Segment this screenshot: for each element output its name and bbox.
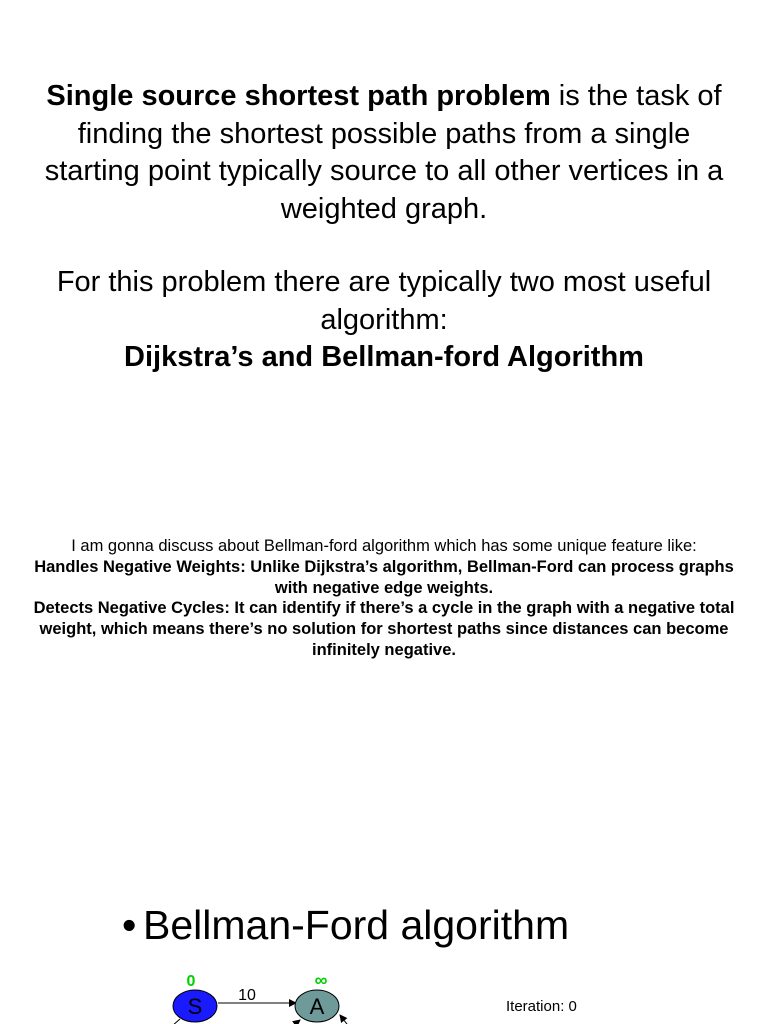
iteration-counter: Iteration: 0 <box>506 998 577 1015</box>
slide-title <box>122 900 569 950</box>
feature-negative-weights: Handles Negative Weights: Unlike Dijkstra’s algorithm, Bellman-Ford can process graphs with negative edge weights. <box>34 557 734 597</box>
features-section <box>30 536 738 661</box>
edge-into-a-left <box>290 1020 300 1024</box>
problem-name: Single source shortest path problem <box>46 80 551 112</box>
node-a-distance: ∞ <box>314 970 328 990</box>
problem-definition <box>30 78 738 228</box>
paragraph-gap <box>30 228 738 264</box>
node-a-label: A <box>309 994 325 1019</box>
edge-into-a-right <box>340 1015 350 1024</box>
node-s-distance: 0 <box>186 973 196 990</box>
graph-svg <box>150 966 390 1024</box>
bullet-icon: • <box>122 902 137 948</box>
algorithms-names: Dijkstra’s and Bellman-ford Algorithm <box>124 341 644 373</box>
edge-s-down <box>172 1019 180 1024</box>
node-s-label: S <box>187 994 203 1019</box>
feature-negative-cycles: Detects Negative Cycles: It can identify if there’s a cycle in the graph with a negative total weight, which means there’s no solution for shortest paths since distances can become infinitely negative. <box>33 599 735 659</box>
problem-description: is the task of finding the shortest possible paths from a single starting point typically source to all other vertices in a weighted graph. <box>44 80 724 225</box>
intro-section <box>30 78 738 377</box>
slide-title-text: Bellman-Ford algorithm <box>143 902 570 948</box>
features-lead: I am gonna discuss about Bellman-ford algorithm which has some unique feature like: <box>71 537 697 555</box>
edge-weight-label: 10 <box>238 987 256 1004</box>
algorithms-lead: For this problem there are typically two most useful algorithm: <box>56 266 712 336</box>
graph-diagram <box>150 966 390 1024</box>
